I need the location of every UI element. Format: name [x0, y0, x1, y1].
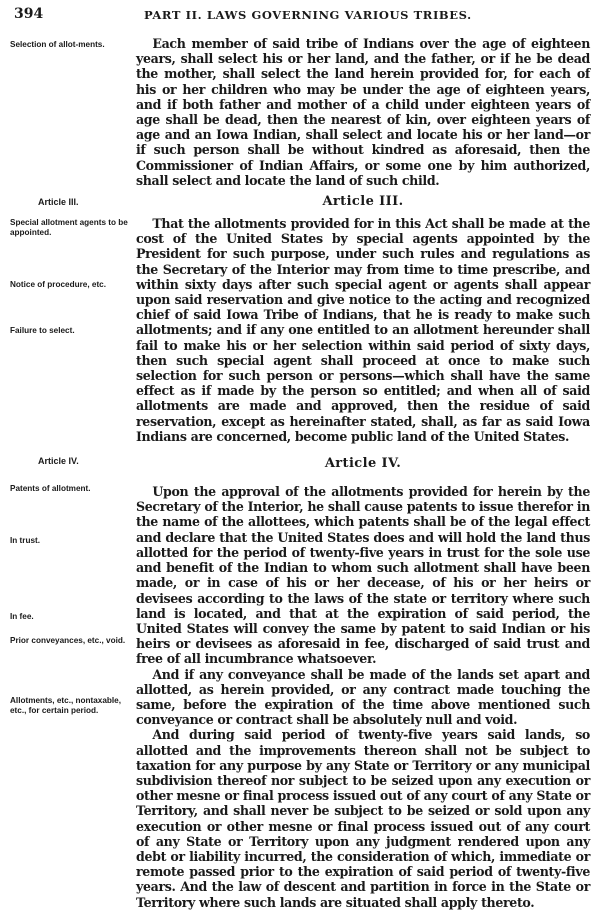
article-4-heading-row — [0, 444, 600, 478]
article-3-heading-row — [0, 188, 600, 216]
margin-note-prior-conveyances: Prior conveyances, etc., void. — [10, 636, 126, 646]
margin-note-patents: Patents of allotment. — [10, 484, 91, 494]
margin-note-selection: Selection of allot-ments. — [10, 40, 105, 49]
margin-note-failure: Failure to select. — [10, 326, 75, 336]
margin-note-notice: Notice of procedure, etc. — [10, 280, 106, 290]
article-3-title: Article III. — [322, 194, 404, 210]
paragraph-article-4-3: And during said period of twenty-five years said lands, so allotted and the improvements thereon shall not be subject to taxation for any purpose by any State or Territory or any municipal subdivision thereof nor subject to be seized upon any execution or other mesne or final process issued out of any court of any State or Territory, and shall never be subject to be seized or sold upon any execution or other mesne or final process issued out of any court of any State or Territory upon any judgment rendered upon any debt or liability incurred, the consideration of which, immediate or remote passed prior to the expiration of said period of twenty-five years. And the law of descent and partition in force in the State or Territory where such lands are situated shall apply thereto. — [136, 727, 590, 910]
margin-note-nontaxable: Allotments, etc., nontaxable, etc., for certain period. — [10, 696, 122, 715]
document-body — [0, 36, 600, 910]
paragraph-selection: Each member of said tribe of Indians over the age of eighteen years, shall select his or her land, and the father, or if he be dead the mother, shall select the land herein provided for, for each of his or her children who may be under the age of eighteen years, and if both father and mother of a child under eighteen years of age shall be dead, then the nearest of kin, over eighteen years of age and an Iowa Indian, shall select and locate his or her land—or if such person shall be without kindred as aforesaid, then the Commissioner of Indian Affairs, or some one by him authorized, shall select and locate the land of such child. — [136, 36, 590, 188]
page-number: 394 — [14, 6, 44, 22]
margin-note-in-fee: In fee. — [10, 612, 34, 622]
section-article-4 — [10, 484, 590, 910]
paragraph-article-4-1: Upon the approval of the allotments provided for herein by the Secretary of the Interior, he shall cause patents to issue therefor in the name of the allottees, which patents shall be of the legal effect and declare that the United States does and will hold the land thus allotted for the period of twenty-five years in trust for the sole use and benefit of the Indian to whom such allotment shall have been made, or in case of his or her decease, of his or her heirs or devisees according to the laws of the state or territory where such land is located, and that at the expiration of said period, the United States will convey the same by patent to said Indian or his heirs or devisees as aforesaid in fee, discharged of said trust and free of all incumbrance whatsoever. — [136, 484, 590, 667]
running-head: PART II. LAWS GOVERNING VARIOUS TRIBES. — [144, 8, 472, 22]
paragraph-article-3: That the allotments provided for in this Act shall be made at the cost of the United States by special agents appointed by the President for such purpose, under such rules and regulations as the Secretary of the Interior may from time to time prescribe, and within sixty days after such special agent or agents shall appear upon said reservation and give notice to the acting and recognized chief of said Iowa Tribe of Indians, that he is ready to make such allotments; and if any one entitled to an allotment hereunder shall fail to make his or her selection within said period of sixty days, then such special agent shall proceed at once to make such selection for such person or persons—which shall have the same effect as if made by the person so entitled; and when all of said allotments are made and approved, then the residue of said reservation, except as hereinafter stated, shall, as far as said Iowa Indians are concerned, become public land of the United States. — [136, 216, 590, 444]
article-4-title: Article IV. — [324, 456, 402, 472]
paragraph-article-4-2: And if any conveyance shall be made of the lands set apart and allotted, as herein provided, or any contract made touching the same, before the expiration of the time above mentioned such conveyance or contract shall be absolutely null and void. — [136, 666, 590, 728]
section-article-3 — [10, 216, 590, 444]
margin-note-article-4: Article IV. — [38, 456, 79, 467]
section-selection — [10, 36, 590, 188]
margin-note-in-trust: In trust. — [10, 536, 41, 546]
margin-note-article-3: Article III. — [38, 197, 79, 208]
margin-note-special-agents: Special allotment agents to be appointed. — [10, 218, 128, 237]
page-header — [14, 6, 590, 28]
